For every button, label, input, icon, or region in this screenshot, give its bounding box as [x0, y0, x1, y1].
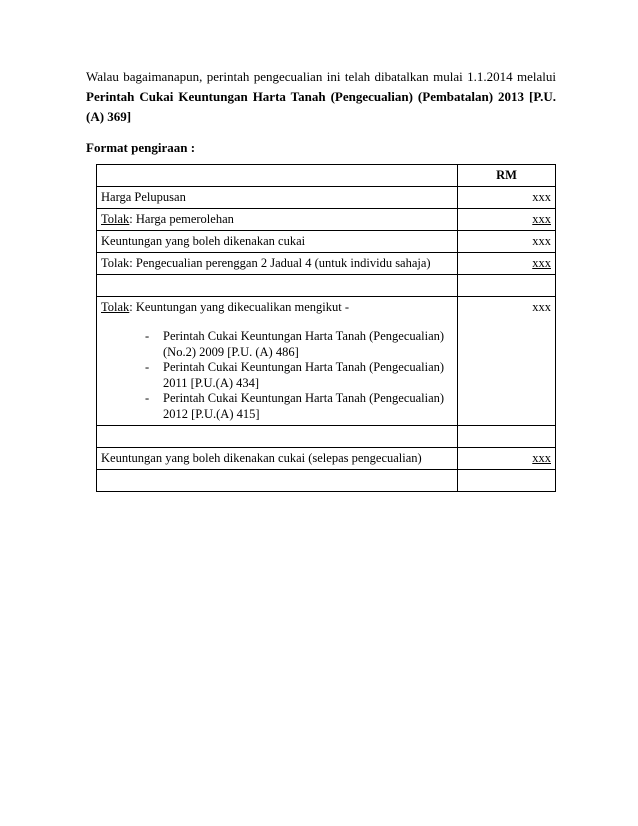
empty-cell [458, 470, 556, 492]
list-item [145, 391, 453, 422]
empty-row [97, 470, 556, 492]
intro-order-reference: Perintah Cukai Keuntungan Harta Tanah (Pengecualian) (Pembatalan) 2013 [P.U.(A) 369] [86, 89, 556, 124]
exemption-row [97, 297, 556, 426]
list-item [145, 360, 453, 391]
calculation-format-heading: Format pengiraan : [86, 140, 196, 155]
exemption-amount: xxx [458, 297, 556, 426]
empty-row [97, 275, 556, 297]
exemption-label-rest: : Keuntungan yang dikecualikan mengikut - [129, 300, 350, 314]
row-amount: xxx [458, 231, 556, 253]
exemption-orders-list [101, 329, 453, 422]
header-label-cell [97, 165, 458, 187]
final-label: Keuntungan yang boleh dikenakan cukai (selepas pengecualian) [97, 448, 458, 470]
table-row [97, 187, 556, 209]
dash-bullet: - [145, 360, 150, 374]
empty-cell [97, 426, 458, 448]
empty-cell [458, 275, 556, 297]
currency-header: RM [458, 165, 556, 187]
calculation-table [96, 164, 556, 492]
exemption-order-text: Perintah Cukai Keuntungan Harta Tanah (Pengecualian) 2011 [P.U.(A) 434] [163, 360, 445, 390]
empty-row [97, 426, 556, 448]
row-label [97, 209, 458, 231]
final-amount-value: xxx [532, 451, 551, 465]
list-item [145, 329, 453, 360]
empty-cell [97, 470, 458, 492]
empty-cell [458, 426, 556, 448]
intro-paragraph [86, 67, 556, 127]
tolak-label: Tolak [101, 212, 130, 226]
exemption-order-text: Perintah Cukai Keuntungan Harta Tanah (Pengecualian) (No.2) 2009 [P.U. (A) 486] [163, 329, 445, 359]
row-label-rest: : Harga pemerolehan [129, 212, 234, 226]
table-row [97, 231, 556, 253]
row-amount-value: xxx [532, 256, 551, 270]
exemption-order-text: Perintah Cukai Keuntungan Harta Tanah (Pengecualian) 2012 [P.U.(A) 415] [163, 391, 445, 421]
table-row [97, 253, 556, 275]
final-amount [458, 448, 556, 470]
empty-cell [97, 275, 458, 297]
row-label: Tolak: Pengecualian perenggan 2 Jadual 4 (untuk individu sahaja) [97, 253, 458, 275]
table-header-row [97, 165, 556, 187]
table-row [97, 209, 556, 231]
dash-bullet: - [145, 329, 150, 343]
row-amount [458, 253, 556, 275]
row-amount-value: xxx [532, 212, 551, 226]
row-amount [458, 209, 556, 231]
row-label: Keuntungan yang boleh dikenakan cukai [97, 231, 458, 253]
row-amount: xxx [458, 187, 556, 209]
dash-bullet: - [145, 391, 150, 405]
final-row [97, 448, 556, 470]
intro-text: Walau bagaimanapun, perintah pengecualian ini telah dibatalkan mulai 1.1.2014 melalui [86, 69, 556, 84]
exemption-label [101, 298, 453, 317]
exemption-cell [97, 297, 458, 426]
row-label: Harga Pelupusan [97, 187, 458, 209]
tolak-label: Tolak [101, 300, 130, 314]
